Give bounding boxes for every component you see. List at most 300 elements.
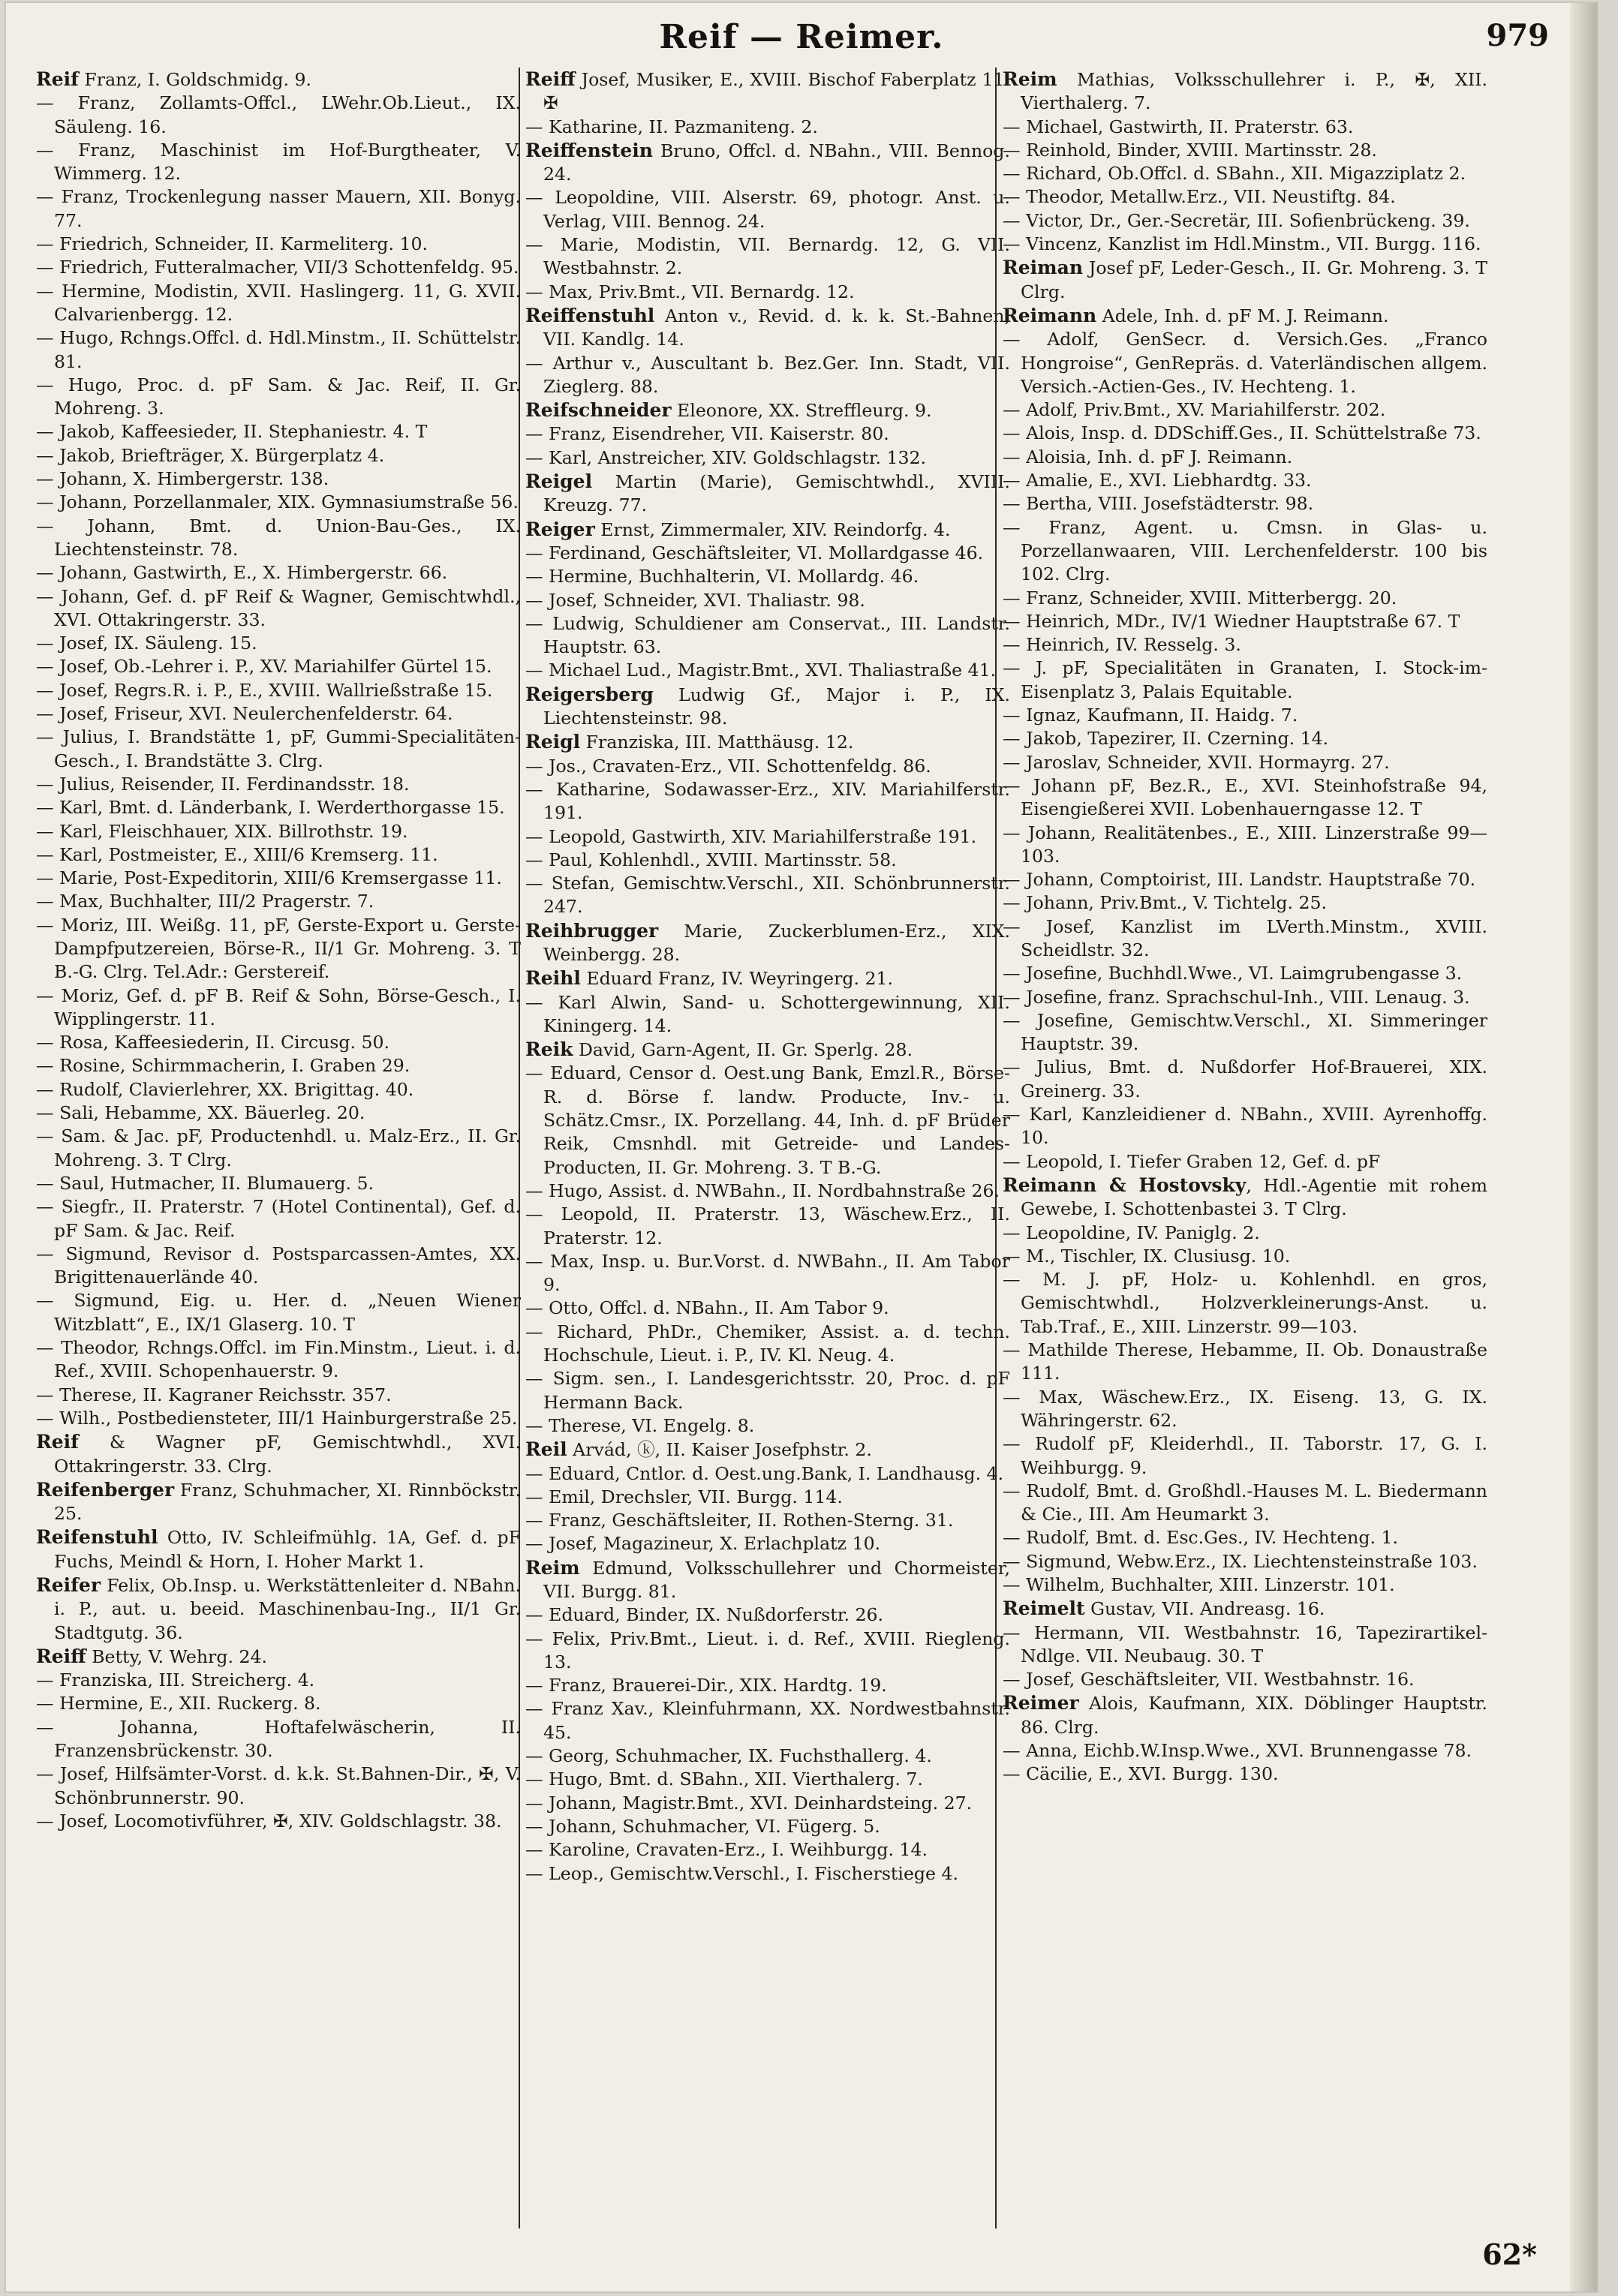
directory-entry [525,612,1010,660]
entry-surname: Reifenstuhl [36,1526,158,1549]
directory-entry [1003,986,1487,1009]
entry-text: — Max, Wäschew.Erz., IX. Eiseng. 13, G. IX. Währingerstr. 62. [1003,1386,1487,1431]
entry-text: — Karl, Postmeister, E., XIII/6 Kremserg. 11. [36,843,438,865]
entry-text: — Karl, Fleischhauer, XIX. Billrothstr. 19. [36,820,408,842]
directory-entry [36,1669,521,1692]
directory-entry [36,139,521,186]
directory-entry [36,68,521,92]
directory-entry [36,444,521,467]
entry-surname: Reihbrugger [525,919,659,942]
entry-text: — Victor, Dr., Ger.-Secretär, III. Sofienbrückeng. 39. [1003,209,1470,231]
entry-text: — Franz, Trockenlegung nasser Mauern, XII. Bonyg. 77. [36,186,521,231]
entry-text: — Franz, Eisendreher, VII. Kaiserstr. 80. [525,423,889,445]
entry-text: — Richard, PhDr., Chemiker, Assist. a. d. techn. Hochschule, Lieut. i. P., IV. Kl. Neug. 4. [525,1321,1010,1366]
entry-text: — Adolf, GenSecr. d. Versich.Ges. „Franco Hongroise“, GenRepräs. d. Vaterländischen allgem. Versich.-Actien-Ges., IV. Hechteng. 1. [1003,329,1487,397]
directory-entry [1003,162,1487,185]
entry-text: Otto, IV. Schleifmühlg. 1A, Gef. d. pF Fuchs, Meindl & Horn, I. Hoher Markt 1. [54,1527,521,1572]
entry-text: — Vincenz, Kanzlist im Hdl.Minstm., VII. Burgg. 116. [1003,233,1481,255]
directory-entry [36,655,521,678]
directory-entry [1003,657,1487,704]
directory-entry [525,1556,1010,1604]
entry-text: — Katharine, II. Pazmaniteng. 2. [525,116,818,137]
entry-text: — Therese, VI. Engelg. 8. [525,1414,755,1436]
entry-text: — Franziska, III. Streicherg. 4. [36,1669,315,1691]
entry-surname: Reik [525,1038,573,1061]
directory-entry [525,1250,1010,1297]
entry-text: — Moriz, III. Weißg. 11, pF, Gerste-Export u. Gerste-Dampfputzereien, Börse-R., II/1 Gr. Mohreng. 3. T B.-G. Clrg. Tel.Adr.: Gerstereif. [36,914,521,983]
directory-entry [525,1792,1010,1815]
directory-entry [1003,116,1487,139]
entry-text: — Franz, Brauerei-Dir., XIX. Hardtg. 19. [525,1675,887,1696]
entry-text: — Leop., Gemischtw.Verschl., I. Fischerstiege 4. [525,1862,958,1884]
entry-text: Marie, Zuckerblumen-Erz., XIX. Weinbergg. 28. [543,920,1010,965]
directory-entry [1003,868,1487,891]
directory-entry [36,1573,521,1645]
directory-entry [1003,1668,1487,1691]
directory-entry [525,1038,1010,1062]
entry-surname: Reim [525,1556,580,1579]
entry-text: Martin (Marie), Gemischtwhdl., XVIII. Kreuzg. 77. [543,471,1010,516]
entry-text: — Leopoldine, VIII. Alserstr. 69, photogr. Anst. u. Verlag, VIII. Bennog. 24. [525,187,1010,232]
entry-text: — Hugo, Bmt. d. SBahn., XII. Vierthalerg. 7. [525,1769,923,1790]
entry-text: — Emil, Drechsler, VII. Burgg. 114. [525,1486,843,1507]
directory-entry [36,326,521,374]
entry-text: — Eduard, Censor d. Oest.ung Bank, Emzl.R., Börse-R. d. Börse f. landw. Producte, Inv.- u. Schätz.Cmsr., IX. Porzellang. 44, Inh. d. pF Brüder Reik, Cmsnhdl. mit Getreide- und Landes-Producten, II. Gr. Mohreng. 3. T B.-G. [525,1062,1010,1178]
entry-text: Franziska, III. Matthäusg. 12. [580,732,854,753]
entry-text: — Josefine, Buchhdl.Wwe., VI. Laimgrubengasse 3. [1003,963,1463,984]
entry-surname: Reiff [36,1645,86,1667]
entry-text: — Johann, Gastwirth, E., X. Himbergerstr. 66. [36,562,448,584]
entry-text: & Wagner pF, Gemischtwhdl., XVI. Ottakringerstr. 33. Clrg. [54,1432,521,1477]
entry-text: Edmund, Volksschullehrer und Chormeister, VII. Burgg. 81. [543,1557,1010,1602]
entry-text: — Franz, Zollamts-Offcl., LWehr.Ob.Lieut., IX. Säuleng. 16. [36,92,521,137]
directory-entry [1003,633,1487,657]
directory-entry [36,796,521,819]
entry-text: — Richard, Ob.Offcl. d. SBahn., XII. Migazziplatz 2. [1003,163,1466,185]
directory-entry [36,1172,521,1195]
directory-entry [1003,1009,1487,1056]
entry-surname: Reigersberg [525,683,654,705]
directory-entry [525,1838,1010,1862]
entry-text: — Josef, Ob.-Lehrer i. P., XV. Mariahilfer Gürtel 15. [36,656,492,678]
entry-text: — Adolf, Priv.Bmt., XV. Mariahilferstr. 202. [1003,399,1386,421]
entry-text: — Josef, Magazineur, X. Erlachplatz 10. [525,1533,881,1555]
entry-text: — Hugo, Proc. d. pF Sam. & Jac. Reif, II. Gr. Mohreng. 3. [36,374,521,419]
entry-text: — Max, Insp. u. Bur.Vorst. d. NWBahn., II. Am Tabor 9. [525,1250,1010,1296]
entry-text: — Sigmund, Eig. u. Her. d. „Neuen Wiener Witzblatt“, E., IX/1 Glaserg. 10. T [36,1290,521,1335]
entry-text: — Julius, Bmt. d. Nußdorfer Hof-Brauerei, XIX. Greinerg. 33. [1003,1056,1487,1101]
directory-entry [525,778,1010,825]
entry-text: Eleonore, XX. Streffleurg. 9. [671,400,932,422]
directory-entry [525,755,1010,778]
entry-surname: Reil [525,1438,567,1461]
directory-entry [36,1384,521,1407]
directory-entry [1003,1386,1487,1433]
directory-entry [1003,774,1487,822]
directory-entry [36,233,521,256]
entry-text: — Sali, Hebamme, XX. Bäuerleg. 20. [36,1102,365,1124]
page-header [6,14,1597,66]
directory-entry [36,1407,521,1430]
directory-entry [1003,304,1487,328]
directory-entry [525,1462,1010,1486]
directory-entry [36,561,521,585]
directory-entry [1003,1550,1487,1573]
directory-entry [1003,751,1487,774]
directory-entry [525,825,1010,849]
entry-text: — Hugo, Assist. d. NWBahn., II. Nordbahnstraße 26. [525,1180,1000,1201]
directory-entry [1003,1621,1487,1669]
entry-text: — Sam. & Jac. pF, Productenhdl. u. Malz-Erz., II. Gr. Mohreng. 3. T Clrg. [36,1125,521,1171]
entry-text: — Johann, Realitätenbes., E., XIII. Linzerstraße 99—103. [1003,822,1487,867]
entry-surname: Reihl [525,967,581,990]
directory-entry [525,186,1010,233]
directory-entry [36,374,521,421]
directory-entry [36,773,521,796]
entry-text: — Marie, Post-Expeditorin, XIII/6 Kremsergasse 11. [36,867,502,889]
directory-entry [36,1031,521,1054]
directory-entry [36,1763,521,1810]
directory-entry [1003,1739,1487,1763]
directory-entry [525,116,1010,139]
entry-text: Franz, I. Goldschmidg. 9. [78,69,311,90]
directory-entry [36,1692,521,1715]
directory-entry [1003,256,1487,304]
entry-text: — Josefine, franz. Sprachschul-Inh., VIII. Lenaug. 3. [1003,986,1470,1008]
entry-text: — Rudolf, Bmt. d. Großhdl.-Hauses M. L. Biedermann & Cie., III. Am Heumarkt 3. [1003,1480,1487,1525]
entry-text: — Josef, Kanzlist im LVerth.Minstm., XVIII. Scheidlstr. 32. [1003,915,1487,960]
directory-entry [36,1078,521,1101]
directory-entry [525,233,1010,281]
entry-text: — Wilhelm, Buchhalter, XIII. Linzerstr. 101. [1003,1574,1395,1595]
directory-entry [1003,469,1487,492]
entry-text: Gustav, VII. Andreasg. 16. [1084,1598,1325,1620]
book-spine-shadow [1570,3,1597,2291]
entry-text: Ludwig Gf., Major i. P., IX. Liechtensteinstr. 98. [543,684,1010,729]
entry-text: — Ignaz, Kaufmann, II. Haidg. 7. [1003,705,1298,726]
directory-entry [36,467,521,491]
directory-entry [1003,1432,1487,1480]
entry-text: — Hermann, VII. Westbahnstr. 16, Tapezirartikel-Ndlge. VII. Neubaug. 30. T [1003,1621,1487,1666]
directory-entry [525,683,1010,731]
entry-text: — Karl, Kanzleidiener d. NBahn., XVIII. Ayrenhoffg. 10. [1003,1104,1487,1149]
entry-text: — Franz, Maschinist im Hof-Burgtheater, V. Wimmerg. 12. [36,139,521,185]
entry-surname: Reimelt [1003,1597,1085,1620]
entry-surname: Reifschneider [525,399,672,422]
entry-text: — Karoline, Cravaten-Erz., I. Weihburgg. 14. [525,1839,928,1861]
directory-entry [525,470,1010,518]
entry-text: Josef pF, Leder-Gesch., II. Gr. Mohreng. 3. T Clrg. [1021,257,1487,302]
directory-entry [525,398,1010,422]
entry-text: David, Garn-Agent, II. Gr. Sperlg. 28. [573,1039,913,1061]
entry-text: Alois, Kaufmann, XIX. Döblinger Hauptstr. 86. Clrg. [1021,1693,1487,1738]
entry-text: — Karl Alwin, Sand- u. Schottergewinnung, XII. Kiningerg. 14. [525,991,1010,1036]
directory-entry [1003,1573,1487,1597]
entry-surname: Reimann [1003,304,1097,326]
entry-surname: Reifer [36,1574,101,1596]
directory-entry [1003,1597,1487,1621]
directory-entry [1003,209,1487,233]
directory-entry [1003,516,1487,587]
directory-entry [525,1062,1010,1179]
entry-surname: Reigel [525,470,593,493]
entry-text: — Franz, Agent. u. Cmsn. in Glas- u. Porzellanwaaren, VIII. Lerchenfelderstr. 100 bis 102. Clrg. [1003,516,1487,585]
entry-text: Franz, Schuhmacher, XI. Rinnböckstr. 25. [54,1479,521,1525]
entry-surname: Reimann & Hostovsky [1003,1174,1247,1196]
directory-entry [1003,610,1487,633]
directory-entry [525,1321,1010,1368]
entry-text: — Felix, Priv.Bmt., Lieut. i. d. Ref., XVIII. Riegleng. 13. [525,1627,1010,1672]
entry-text: — Georg, Schuhmacher, IX. Fuchsthallerg. 4. [525,1745,932,1767]
directory-entry [525,659,1010,682]
directory-entry [36,491,521,514]
directory-entry [1003,1245,1487,1268]
directory-entry [525,1532,1010,1555]
entry-text: — Rudolf, Bmt. d. Esc.Ges., IV. Hechteng. 1. [1003,1527,1398,1549]
entry-text: — Josef, Hilfsämter-Vorst. d. k.k. St.Bahnen-Dir., ✠, V. Schönbrunnerstr. 90. [36,1763,521,1808]
directory-entry [1003,1103,1487,1150]
entry-text: — Marie, Modistin, VII. Bernardg. 12, G. VII. Westbahnstr. 2. [525,234,1010,279]
entry-surname: Reiger [525,518,595,540]
directory-entry [1003,1480,1487,1527]
directory-entry [1003,68,1487,116]
entry-text: — Karl, Bmt. d. Länderbank, I. Werderthorgasse 15. [36,797,505,819]
entry-text: Adele, Inh. d. pF M. J. Reimann. [1096,305,1389,326]
entry-surname: Reiman [1003,257,1084,279]
entry-text: — Josef, Geschäftsleiter, VII. Westbahnstr. 16. [1003,1669,1415,1690]
entry-text: — Josefine, Gemischtw.Verschl., XI. Simmeringer Hauptstr. 39. [1003,1009,1487,1055]
directory-entry [36,1478,521,1526]
directory-entry [36,1810,521,1833]
entry-text: — Hugo, Rchngs.Offcl. d. Hdl.Minstm., II. Schüttelstr. 81. [36,327,521,372]
entry-surname: Reiffenstuhl [525,304,655,326]
entry-text: — Katharine, Sodawasser-Erz., XIV. Mariahilferstr. 191. [525,778,1010,824]
directory-entry [525,1768,1010,1791]
entry-text: — Michael Lud., Magistr.Bmt., XVI. Thaliastraße 41. [525,660,997,681]
entry-text: — Jaroslav, Schneider, XVII. Hormayrg. 27. [1003,751,1390,773]
directory-entry [525,919,1010,967]
directory-entry [36,185,521,233]
directory-entry [1003,1691,1487,1739]
directory-entry [525,849,1010,872]
entry-surname: Reiffenstein [525,139,653,161]
entry-text: — Rosa, Kaffeesiederin, II. Circusg. 50. [36,1032,389,1053]
directory-entry [525,422,1010,446]
directory-entry [525,139,1010,187]
entry-surname: Reimer [1003,1692,1079,1714]
entry-text: — J. pF, Specialitäten in Granaten, I. Stock-im-Eisenplatz 3, Palais Equitable. [1003,657,1487,702]
entry-text: — Friedrich, Schneider, II. Karmeliterg. 10. [36,233,428,255]
entry-text: — Jakob, Briefträger, X. Bürgerplatz 4. [36,444,385,466]
entry-text: Eduard Franz, IV. Weyringerg. 21. [580,968,894,990]
directory-entry [36,420,521,443]
entry-text: — Johann, Comptoirist, III. Landstr. Hauptstraße 70. [1003,869,1476,891]
entry-text: — Julius, I. Brandstätte 1, pF, Gummi-Specialitäten-Gesch., I. Brandstätte 3. Clrg. [36,726,521,771]
entry-surname: Reif [36,68,79,90]
entry-text: — Josef, Friseur, XVI. Neulerchenfelderstr. 64. [36,703,453,725]
directory-entry [36,890,521,913]
entry-text: — Heinrich, IV. Resselg. 3. [1003,634,1241,656]
directory-entry [525,1180,1010,1203]
column-3 [1003,68,1487,2228]
directory-entry [525,1509,1010,1532]
entry-text: — Leopoldine, IV. Paniglg. 2. [1003,1222,1260,1243]
directory-entry [525,1862,1010,1886]
entry-text: Josef, Musiker, E., XVIII. Bischof Faberplatz 11. ✠ [543,69,1010,114]
entry-text: — Mathilde Therese, Hebamme, II. Ob. Donaustraße 111. [1003,1339,1487,1384]
entry-text: — Johann, Gef. d. pF Reif & Wagner, Gemischtwhdl., XVI. Ottakringerstr. 33. [36,585,521,630]
directory-entry [1003,139,1487,162]
directory-entry [525,1627,1010,1675]
entry-text: — Johanna, Hoftafelwäscherin, II. Franzensbrückenstr. 30. [36,1716,521,1762]
entry-text: — Anna, Eichb.W.Insp.Wwe., XVI. Brunnengasse 78. [1003,1740,1472,1762]
entry-text: — Michael, Gastwirth, II. Praterstr. 63. [1003,116,1354,137]
entry-text: — Leopold, II. Praterstr. 13, Wäschew.Erz., II. Praterstr. 12. [525,1204,1010,1249]
directory-entry [36,1525,521,1573]
entry-surname: Reigl [525,731,581,753]
entry-text: — Arthur v., Auscultant b. Bez.Ger. Inn. Stadt, VII. Zieglerg. 88. [525,352,1010,397]
entry-text: Betty, V. Wehrg. 24. [86,1645,267,1667]
entry-text: — Jos., Cravaten-Erz., VII. Schottenfeldg. 86. [525,755,931,777]
directory-entry [525,1674,1010,1697]
directory-entry [36,632,521,655]
entry-text: — Paul, Kohlenhdl., XVIII. Martinsstr. 58. [525,849,897,870]
directory-entry [525,1486,1010,1509]
entry-text: Mathias, Volksschullehrer i. P., ✠, XII. Vierthalerg. 7. [1021,69,1487,114]
entry-text: — Therese, II. Kagraner Reichsstr. 357. [36,1384,392,1405]
directory-entry [525,518,1010,542]
entry-text: — Hermine, Modistin, XVII. Haslingerg. 11, G. XVII. Calvarienbergg. 12. [36,280,521,325]
directory-entry [36,1125,521,1172]
entry-text: Anton v., Revid. d. k. k. St.-Bahnen, VII. Kandlg. 14. [543,305,1010,350]
directory-entry [525,1745,1010,1768]
directory-entry [525,446,1010,470]
directory-entry [1003,185,1487,209]
entry-text: — Franz Xav., Kleinfuhrmann, XX. Nordwestbahnstr. 45. [525,1698,1010,1743]
directory-entry [525,1603,1010,1627]
entry-text: — Josef, Schneider, XVI. Thaliastr. 98. [525,589,865,611]
directory-entry [36,1716,521,1763]
directory-entry [1003,915,1487,963]
entry-text: — Sigm. sen., I. Landesgerichtsstr. 20, Proc. d. pF Hermann Back. [525,1368,1010,1413]
entry-text: — Josef, Regrs.R. i. P., E., XVIII. Wallrießstraße 15. [36,679,493,701]
directory-entry [525,1297,1010,1320]
directory-entry [36,726,521,773]
directory-entry [36,1101,521,1125]
entry-text: — Josef, IX. Säuleng. 15. [36,633,257,654]
entry-text: — Stefan, Gemischtw.Verschl., XII. Schönbrunnerstr. 247. [525,873,1010,918]
column-1 [36,68,521,2228]
entry-text: — Theodor, Metallw.Erz., VII. Neustiftg. 84. [1003,186,1396,208]
directory-entry [36,585,521,633]
directory-entry [36,1289,521,1336]
entry-text: — Sigmund, Revisor d. Postsparcassen-Amtes, XX. Brigittenauerlände 40. [36,1243,521,1288]
printer-signature: 62* [1482,2237,1537,2271]
entry-surname: Reif [36,1431,79,1453]
entry-text: — Leopold, Gastwirth, XIV. Mariahilferstraße 191. [525,825,977,847]
directory-entry [36,515,521,562]
directory-entry [36,1243,521,1290]
directory-entry [525,966,1010,990]
entry-text: — Heinrich, MDr., IV/1 Wiedner Hauptstraße 67. T [1003,610,1460,632]
directory-entry [525,872,1010,919]
directory-entry [1003,891,1487,915]
directory-entry [1003,1339,1487,1386]
directory-entry [36,702,521,726]
entry-text: Bruno, Offcl. d. NBahn., VIII. Bennog. 24. [543,140,1010,185]
directory-entry [36,92,521,139]
entry-surname: Reiff [525,68,576,90]
entry-text: — Saul, Hutmacher, II. Blumauerg. 5. [36,1172,374,1194]
entry-text: — Johann, Porzellanmaler, XIX. Gymnasiumstraße 56. [36,491,519,513]
directory-entry [1003,1268,1487,1339]
directory-entry [525,1414,1010,1438]
directory-entry [525,1203,1010,1250]
directory-entry [525,68,1010,116]
entry-text: — Karl, Anstreicher, XIV. Goldschlagstr. 132. [525,446,927,468]
page-number: 979 [1486,18,1549,53]
entry-text: — Bertha, VIII. Josefstädterstr. 98. [1003,493,1314,515]
directory-entry [36,280,521,327]
entry-text: — Leopold, I. Tiefer Graben 12, Gef. d. pF [1003,1150,1381,1172]
directory-entry [525,991,1010,1038]
entry-text: — Alois, Insp. d. DDSchiff.Ges., II. Schüttelstraße 73. [1003,422,1481,444]
directory-entry [525,281,1010,304]
entry-text: — Theodor, Rchngs.Offcl. im Fin.Minstm., Lieut. i. d. Ref., XVIII. Schopenhauerstr. 9. [36,1337,521,1382]
entry-text: — Friedrich, Futteralmacher, VII/3 Schottenfeldg. 95. [36,257,519,278]
directory-entry [36,1430,521,1478]
entry-text: — Max, Buchhalter, III/2 Pragerstr. 7. [36,891,374,912]
entry-text: Arvád, ⓚ, II. Kaiser Josefphstr. 2. [567,1439,872,1461]
entry-text: — Moriz, Gef. d. pF B. Reif & Sohn, Börse-Gesch., I. Wipplingerstr. 11. [36,984,521,1029]
directory-entry [36,820,521,843]
entry-text: — Franz, Geschäftsleiter, II. Rothen-Sterng. 31. [525,1510,954,1531]
directory-entry [1003,1150,1487,1174]
directory-entry [1003,328,1487,398]
entry-text: — Otto, Offcl. d. NBahn., II. Am Tabor 9. [525,1297,889,1319]
entry-text: — Hermine, Buchhalterin, VI. Mollardg. 46. [525,566,919,588]
entry-text: — M., Tischler, IX. Clusiusg. 10. [1003,1245,1291,1267]
directory-entry [525,352,1010,399]
entry-surname: Reim [1003,68,1057,90]
column-2 [525,68,1010,2228]
entry-text: Ernst, Zimmermaler, XIV. Reindorfg. 4. [594,518,951,540]
entry-text: — Johann pF, Bez.R., E., XVI. Steinhofstraße 94, Eisengießerei XVII. Lobenhauerngasse 12. T [1003,774,1487,820]
entry-text: — Eduard, Binder, IX. Nußdorferstr. 26. [525,1604,883,1626]
entry-text: — Julius, Reisender, II. Ferdinandsstr. 18. [36,773,410,795]
entry-text: — Eduard, Cntlor. d. Oest.ung.Bank, I. Landhausg. 4. [525,1462,1004,1484]
entry-text: — Josef, Locomotivführer, ✠, XIV. Goldschlagstr. 38. [36,1810,502,1832]
directory-entry [36,843,521,867]
directory-entry [1003,398,1487,422]
directory-entry [525,542,1010,565]
directory-entry [525,1697,1010,1745]
entry-text: — Johann, Bmt. d. Union-Bau-Ges., IX. Liechtensteinstr. 78. [36,515,521,560]
entry-text: — Johann, Priv.Bmt., V. Tichtelg. 25. [1003,892,1328,914]
directory-entry [36,867,521,890]
entry-text: — Jakob, Kaffeesieder, II. Stephaniestr. 4. T [36,421,428,443]
directory-entry [1003,962,1487,985]
directory-entry [1003,1056,1487,1103]
directory-entry [1003,233,1487,256]
entry-text: — Max, Priv.Bmt., VII. Bernardg. 12. [525,281,855,302]
entry-text: — Sigmund, Webw.Erz., IX. Liechtensteinstraße 103. [1003,1550,1478,1572]
entry-text: — Reinhold, Binder, XVIII. Martinsstr. 28. [1003,139,1377,161]
directory-entry [525,304,1010,352]
entry-text: — Johann, X. Himbergerstr. 138. [36,468,329,490]
entry-surname: Reifenberger [36,1478,175,1501]
entry-text: — Siegfr., II. Praterstr. 7 (Hotel Continental), Gef. d. pF Sam. & Jac. Reif. [36,1196,521,1241]
